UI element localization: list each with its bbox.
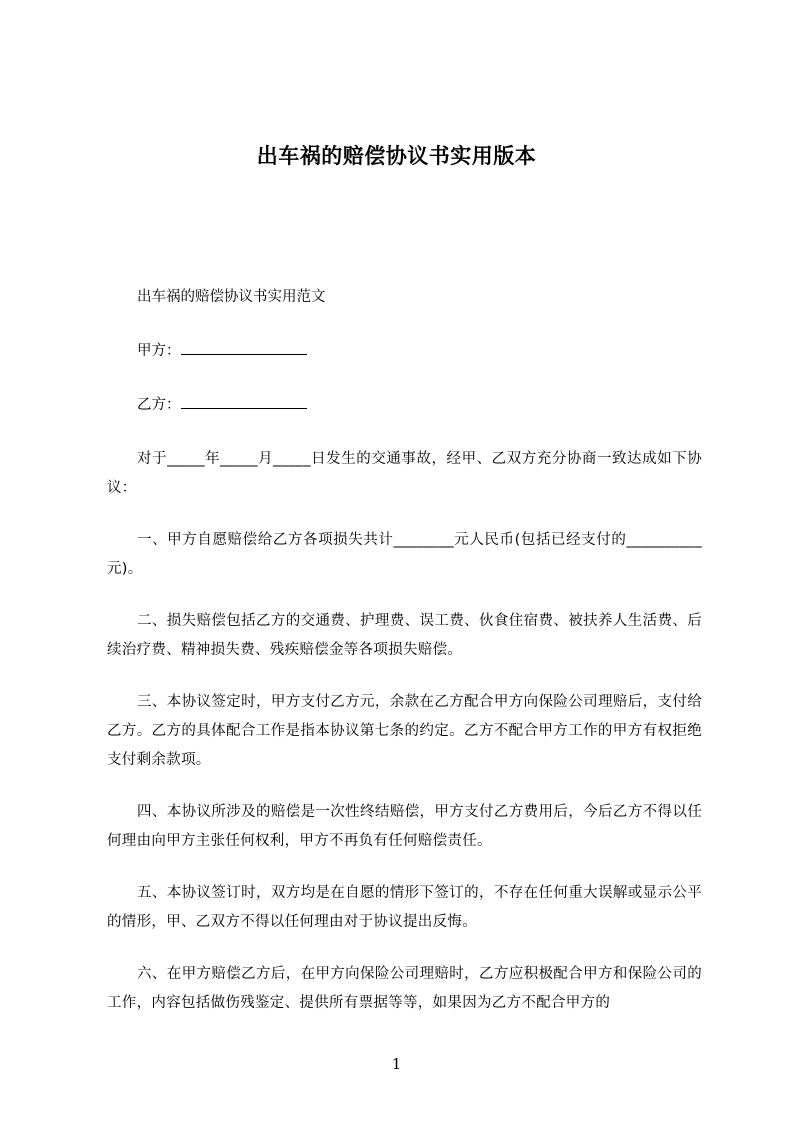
paragraph-intro: 对于_____年_____月_____日发生的交通事故，经甲、乙双方充分协商一致达成如下协议： [107,451,702,496]
party-b-label: 乙方： [137,397,181,413]
page-number: 1 [391,1055,402,1073]
party-b-line [107,391,702,420]
paragraph-clause-2: 二、损失赔偿包括乙方的交通费、护理费、误工费、伙食住宿费、被扶养人生活费、后续治疗费、精神损失费、残疾赔偿金等各项损失赔偿。 [107,613,702,658]
paragraph-clause-6: 六、在甲方赔偿乙方后，在甲方向保险公司理赔时，乙方应积极配合甲方和保险公司的工作，内容包括做伤残鉴定、提供所有票据等等，如果因为乙方不配合甲方的 [107,966,702,1011]
party-a-label: 甲方： [137,343,181,359]
document-subtitle: 出车祸的赔偿协议书实用范文 [137,289,326,305]
paragraph-clause-3: 三、本协议签定时，甲方支付乙方元，余款在乙方配合甲方向保险公司理赔后，支付给乙方。乙方的具体配合工作是指本协议第七条的约定。乙方不配合甲方工作的甲方有权拒绝支付剩余款项。 [107,694,702,768]
document-body [107,283,702,1041]
paragraph-clause-1: 一、甲方自愿赔偿给乙方各项损失共计________元人民币(包括已经支付的__________元)。 [107,532,702,577]
party-b-blank [181,394,307,409]
document-title: 出车祸的赔偿协议书实用版本 [256,144,537,168]
party-a-blank [181,340,307,355]
party-a-line [107,337,702,366]
paragraph-clause-4: 四、本协议所涉及的赔偿是一次性终结赔偿，甲方支付乙方费用后，今后乙方不得以任何理由向甲方主张任何权利，甲方不再负有任何赔偿责任。 [107,804,702,849]
paragraph-clause-5: 五、本协议签订时，双方均是在自愿的情形下签订的，不存在任何重大误解或显示公平的情形，甲、乙双方不得以任何理由对于协议提出反悔。 [107,885,702,930]
